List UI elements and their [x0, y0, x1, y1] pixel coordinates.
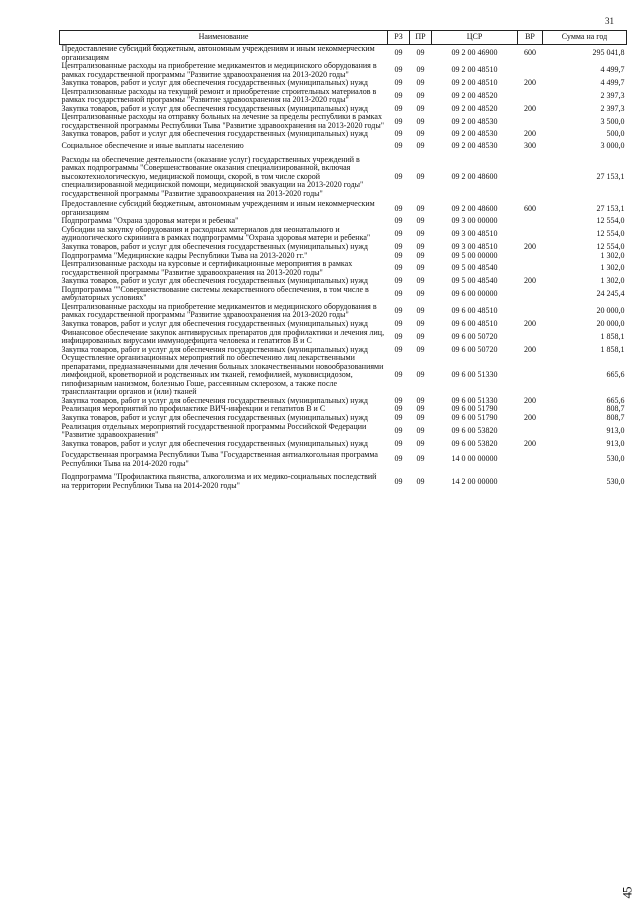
table-row	[60, 260, 627, 277]
cell-rz: 09	[394, 344, 403, 354]
cell-vr	[518, 470, 543, 492]
cell-vr: 600	[524, 203, 536, 213]
table-row	[60, 62, 627, 79]
cell-pr: 09	[416, 263, 425, 273]
cell-rz: 09	[394, 250, 403, 260]
cell-csr: 09 2 00 48530	[451, 116, 498, 126]
cell-rz: 09	[394, 116, 403, 126]
cell-name: Предоставление субсидий бюджетным, автономным учреждениям и иным некоммерческим организациям	[61, 199, 375, 217]
cell-sum: 1 302,0	[600, 276, 625, 286]
cell-rz: 09	[394, 65, 403, 75]
cell-sum: 1 858,1	[600, 344, 625, 354]
cell-rz: 09	[394, 263, 403, 273]
cell-name: Предоставление субсидий бюджетным, автономным учреждениям и иным некоммерческим организациям	[61, 44, 375, 62]
cell-sum: 808,7	[606, 404, 625, 414]
cell-csr: 09 3 00 48510	[451, 242, 498, 252]
cell-name: Централизованные расходы на приобретение медикаментов и медицинского оборудования в рамках государственной программы "Развитие здравоохранения на 2013-2020 годы"	[61, 301, 377, 320]
cell-vr: 600	[524, 48, 536, 58]
table-row	[60, 200, 627, 217]
cell-vr: 200	[524, 318, 536, 328]
cell-name: Подпрограмма "Охрана здоровья матери и ребенка"	[61, 216, 239, 226]
cell-csr: 09 3 00 00000	[451, 216, 498, 226]
cell-vr	[518, 226, 543, 243]
cell-pr: 09	[416, 129, 425, 139]
cell-sum: 20 000,0	[596, 318, 625, 328]
cell-csr: 09 5 00 00000	[451, 250, 498, 260]
table-row	[60, 440, 627, 449]
cell-rz: 09	[394, 454, 403, 464]
cell-name: Закупка товаров, работ и услуг для обеспечения государственных (муниципальных) нужд	[61, 242, 368, 252]
cell-pr: 09	[416, 141, 425, 151]
cell-name: Подпрограмма ""Совершенствование системы лекарственного обеспечения, в том числе в амбулаторных условиях"	[61, 284, 369, 303]
cell-sum: 665,6	[606, 370, 625, 380]
cell-pr: 09	[416, 250, 425, 260]
cell-pr: 09	[416, 242, 425, 252]
cell-name: Реализация отдельных мероприятий государственной программы Российской Федерации "Развитие здравоохранения"	[61, 421, 367, 440]
column-header-name: Наименование	[60, 31, 388, 45]
cell-sum: 2 397,3	[600, 103, 625, 113]
cell-pr: 09	[416, 425, 425, 435]
budget-table	[59, 30, 627, 492]
cell-rz: 09	[394, 129, 403, 139]
cell-pr: 09	[416, 91, 425, 100]
table-row	[60, 286, 627, 303]
cell-name: Реализация мероприятий по профилактике ВИЧ-инфекции и гепатитов В и С	[61, 404, 326, 414]
cell-rz: 09	[394, 289, 403, 299]
column-header-pr: ПР	[410, 31, 432, 45]
column-header-vr: ВР	[518, 31, 543, 45]
cell-csr: 09 6 00 00000	[451, 289, 498, 299]
cell-rz: 09	[394, 438, 403, 448]
table-header-row	[60, 31, 627, 45]
cell-csr: 09 6 00 48510	[451, 306, 498, 316]
cell-rz: 09	[394, 476, 403, 486]
cell-csr: 09 6 00 53820	[451, 438, 498, 448]
cell-vr	[518, 423, 543, 440]
cell-sum: 530,0	[606, 476, 625, 486]
cell-name: Закупка товаров, работ и услуг для обеспечения государственных (муниципальных) нужд	[61, 344, 368, 354]
cell-vr	[518, 88, 543, 105]
cell-sum: 24 245,4	[596, 289, 625, 299]
cell-pr: 09	[416, 306, 425, 316]
table-row	[60, 113, 627, 130]
cell-pr: 09	[416, 318, 425, 328]
cell-name: Централизованные расходы на приобретение медикаментов и медицинского оборудования в рамках государственной программы "Развитие здравоохранения на 2013-2020 годы"	[61, 61, 377, 79]
cell-name: Финансовое обеспечение закупок антивирусных препаратов для профилактики и лечения лиц, инфицированных вирусами иммунодефицита человека и гепатитов В и С	[61, 327, 385, 346]
cell-sum: 2 397,3	[600, 91, 625, 100]
cell-rz: 09	[394, 242, 403, 252]
cell-sum: 665,6	[606, 395, 625, 405]
cell-name: Закупка товаров, работ и услуг для обеспечения государственных (муниципальных) нужд	[61, 129, 368, 139]
cell-pr: 09	[416, 412, 425, 422]
table-row	[60, 354, 627, 397]
cell-name: Закупка товаров, работ и услуг для обеспечения государственных (муниципальных) нужд	[61, 412, 368, 422]
table-row	[60, 423, 627, 440]
cell-rz: 09	[394, 425, 403, 435]
cell-rz: 09	[394, 370, 403, 380]
cell-csr: 09 6 00 51330	[451, 370, 498, 380]
cell-sum: 12 554,0	[596, 242, 625, 252]
cell-vr	[518, 113, 543, 130]
cell-pr: 09	[416, 438, 425, 448]
cell-csr: 09 2 00 48510	[451, 65, 498, 75]
cell-rz: 09	[394, 91, 403, 100]
cell-name: Закупка товаров, работ и услуг для обеспечения государственных (муниципальных) нужд	[61, 438, 368, 448]
cell-sum: 3 500,0	[600, 116, 625, 126]
table-row	[60, 226, 627, 243]
cell-rz: 09	[394, 216, 403, 226]
table-row	[60, 139, 627, 153]
table-row	[60, 130, 627, 139]
cell-csr: 09 5 00 48540	[451, 263, 498, 273]
cell-sum: 4 499,7	[600, 78, 625, 88]
cell-sum: 1 858,1	[600, 331, 625, 341]
cell-sum: 500,0	[606, 129, 625, 139]
table-row	[60, 448, 627, 470]
cell-name: Государственная программа Республики Тыва "Государственная антиалкогольная программа Республики Тыва на 2014-2020 годы"	[61, 450, 378, 468]
cell-vr: 200	[524, 344, 536, 354]
cell-pr: 09	[416, 289, 425, 299]
cell-name: Централизованные расходы на курсовые и сертификационные мероприятия в рамках государственной программы "Развитие здравоохранения на 2013-2020 годы"	[61, 259, 353, 277]
cell-csr: 09 6 00 51790	[451, 404, 498, 414]
cell-vr	[518, 260, 543, 277]
table-body	[60, 45, 627, 493]
cell-pr: 09	[416, 216, 425, 226]
table-row	[60, 153, 627, 201]
cell-rz: 09	[394, 318, 403, 328]
cell-rz: 09	[394, 48, 403, 58]
cell-csr: 09 6 00 53820	[451, 425, 498, 435]
cell-pr: 09	[416, 344, 425, 354]
table-row	[60, 45, 627, 63]
cell-rz: 09	[394, 404, 403, 414]
cell-pr: 09	[416, 78, 425, 88]
cell-name: Осуществление организационных мероприятий по обеспечению лиц лекарственными препаратами, предназначенными для лечения больных злокачественными новообразованиями лимфоидной, кроветворной и родственных им тканей, гемофилией, муковисцидозом, гипофизарным нанизмом, болезнью Гоше, рассеянным склерозом, а также после трансплантации органов и (или) тканей	[61, 353, 384, 397]
cell-csr: 09 5 00 48540	[451, 276, 498, 286]
cell-vr: 200	[524, 129, 536, 139]
cell-pr: 09	[416, 476, 425, 486]
cell-rz: 09	[394, 103, 403, 113]
cell-vr: 200	[524, 412, 536, 422]
cell-vr: 200	[524, 78, 536, 88]
cell-name: Централизованные расходы на отправку больных на лечение за пределы республики в рамках государственной программы Республики Тыва "Развитие здравоохранения на 2013-2020 годы"	[61, 112, 385, 130]
cell-pr: 09	[416, 103, 425, 113]
cell-csr: 09 3 00 48510	[451, 229, 498, 239]
cell-vr: 200	[524, 438, 536, 448]
cell-pr: 09	[416, 65, 425, 75]
cell-pr: 09	[416, 331, 425, 341]
cell-csr: 09 6 00 51790	[451, 412, 498, 422]
cell-rz: 09	[394, 276, 403, 286]
column-header-csr: ЦСР	[432, 31, 518, 45]
cell-pr: 09	[416, 171, 425, 181]
cell-name: Расходы на обеспечение деятельности (оказание услуг) государственных учреждений в рамках подпрограммы "Совершенствование оказания специализированной, включая высокотехнологическую, медицинской помощи, скорой, в том числе скорой специализированной медицинской помощи, медицинской эвакуации на 2013-2020 годы" государственной программы "Развитие здравоохранения на 2013-2020 годы"	[61, 154, 364, 198]
cell-sum: 27 153,1	[596, 171, 625, 181]
cell-sum: 295 041,8	[592, 48, 625, 58]
cell-csr: 09 2 00 48600	[451, 171, 498, 181]
cell-sum: 913,0	[606, 425, 625, 435]
column-header-sum: Сумма на год	[543, 31, 627, 45]
cell-vr: 300	[524, 141, 536, 151]
cell-vr	[518, 153, 543, 201]
cell-rz: 09	[394, 78, 403, 88]
cell-vr	[518, 286, 543, 303]
cell-sum: 4 499,7	[600, 65, 625, 75]
cell-vr	[518, 303, 543, 320]
cell-pr: 09	[416, 48, 425, 58]
cell-csr: 14 0 00 00000	[451, 454, 498, 464]
cell-name: Закупка товаров, работ и услуг для обеспечения государственных (муниципальных) нужд	[61, 395, 368, 405]
cell-pr: 09	[416, 116, 425, 126]
cell-vr	[518, 217, 543, 226]
cell-pr: 09	[416, 370, 425, 380]
cell-vr: 200	[524, 103, 536, 113]
cell-sum: 3 000,0	[600, 141, 625, 151]
cell-rz: 09	[394, 306, 403, 316]
cell-name: Подпрограмма "Профилактика пьянства, алкоголизма и их медико-социальных последствий на территории Республики Тыва на 2014-2020 годы"	[61, 472, 377, 490]
cell-csr: 09 2 00 48510	[451, 78, 498, 88]
cell-vr	[518, 448, 543, 470]
table-row	[60, 329, 627, 346]
cell-pr: 09	[416, 203, 425, 213]
cell-pr: 09	[416, 454, 425, 464]
cell-sum: 1 302,0	[600, 263, 625, 273]
cell-csr: 09 6 00 51330	[451, 395, 498, 405]
cell-csr: 09 2 00 48520	[451, 103, 498, 113]
cell-sum: 20 000,0	[596, 306, 625, 316]
table-row	[60, 470, 627, 492]
table-row	[60, 88, 627, 105]
cell-sum: 1 302,0	[600, 250, 625, 260]
cell-name: Субсидии на закупку оборудования и расходных материалов для неонатального и аудиологического скрининга в рамках подпрограммы "Охрана здоровья матери и ребенка"	[61, 224, 371, 243]
cell-vr: 200	[524, 395, 536, 405]
cell-csr: 09 2 00 46900	[451, 48, 498, 58]
cell-name: Закупка товаров, работ и услуг для обеспечения государственных (муниципальных) нужд	[61, 103, 368, 113]
cell-name: Социальное обеспечение и иные выплаты населению	[61, 141, 244, 151]
cell-vr: 200	[524, 242, 536, 252]
cell-csr: 09 2 00 48520	[451, 91, 498, 100]
cell-sum: 808,7	[606, 412, 625, 422]
cell-sum: 12 554,0	[596, 216, 625, 226]
cell-rz: 09	[394, 229, 403, 239]
cell-rz: 09	[394, 331, 403, 341]
cell-csr: 14 2 00 00000	[451, 476, 498, 486]
handwritten-page-mark: 45	[619, 887, 635, 899]
cell-vr: 200	[524, 276, 536, 286]
cell-vr	[518, 62, 543, 79]
table-row	[60, 303, 627, 320]
cell-sum: 27 153,1	[596, 203, 625, 213]
cell-name: Подпрограмма "Медицинские кадры Республики Тыва на 2013-2020 гг."	[61, 250, 308, 260]
cell-vr	[518, 252, 543, 261]
cell-pr: 09	[416, 229, 425, 239]
cell-name: Закупка товаров, работ и услуг для обеспечения государственных (муниципальных) нужд	[61, 318, 368, 328]
cell-rz: 09	[394, 141, 403, 151]
cell-sum: 12 554,0	[596, 229, 625, 239]
column-header-rz: РЗ	[388, 31, 410, 45]
cell-name: Закупка товаров, работ и услуг для обеспечения государственных (муниципальных) нужд	[61, 78, 368, 88]
cell-csr: 09 6 00 50720	[451, 331, 498, 341]
cell-name: Закупка товаров, работ и услуг для обеспечения государственных (муниципальных) нужд	[61, 276, 368, 286]
cell-pr: 09	[416, 276, 425, 286]
cell-csr: 09 6 00 50720	[451, 344, 498, 354]
cell-pr: 09	[416, 395, 425, 405]
cell-sum: 530,0	[606, 454, 625, 464]
cell-csr: 09 2 00 48600	[451, 203, 498, 213]
cell-csr: 09 6 00 48510	[451, 318, 498, 328]
cell-name: Централизованные расходы на текущий ремонт и приобретение строительных материалов в рамках государственной программы "Развитие здравоохранения на 2013-2020 годы"	[61, 86, 377, 105]
cell-rz: 09	[394, 203, 403, 213]
cell-csr: 09 2 00 48530	[451, 129, 498, 139]
cell-vr	[518, 329, 543, 346]
cell-rz: 09	[394, 395, 403, 405]
cell-rz: 09	[394, 171, 403, 181]
cell-csr: 09 2 00 48530	[451, 141, 498, 151]
cell-vr	[518, 354, 543, 397]
cell-sum: 913,0	[606, 438, 625, 448]
cell-rz: 09	[394, 412, 403, 422]
cell-pr: 09	[416, 404, 425, 414]
page-number: 31	[605, 16, 614, 26]
